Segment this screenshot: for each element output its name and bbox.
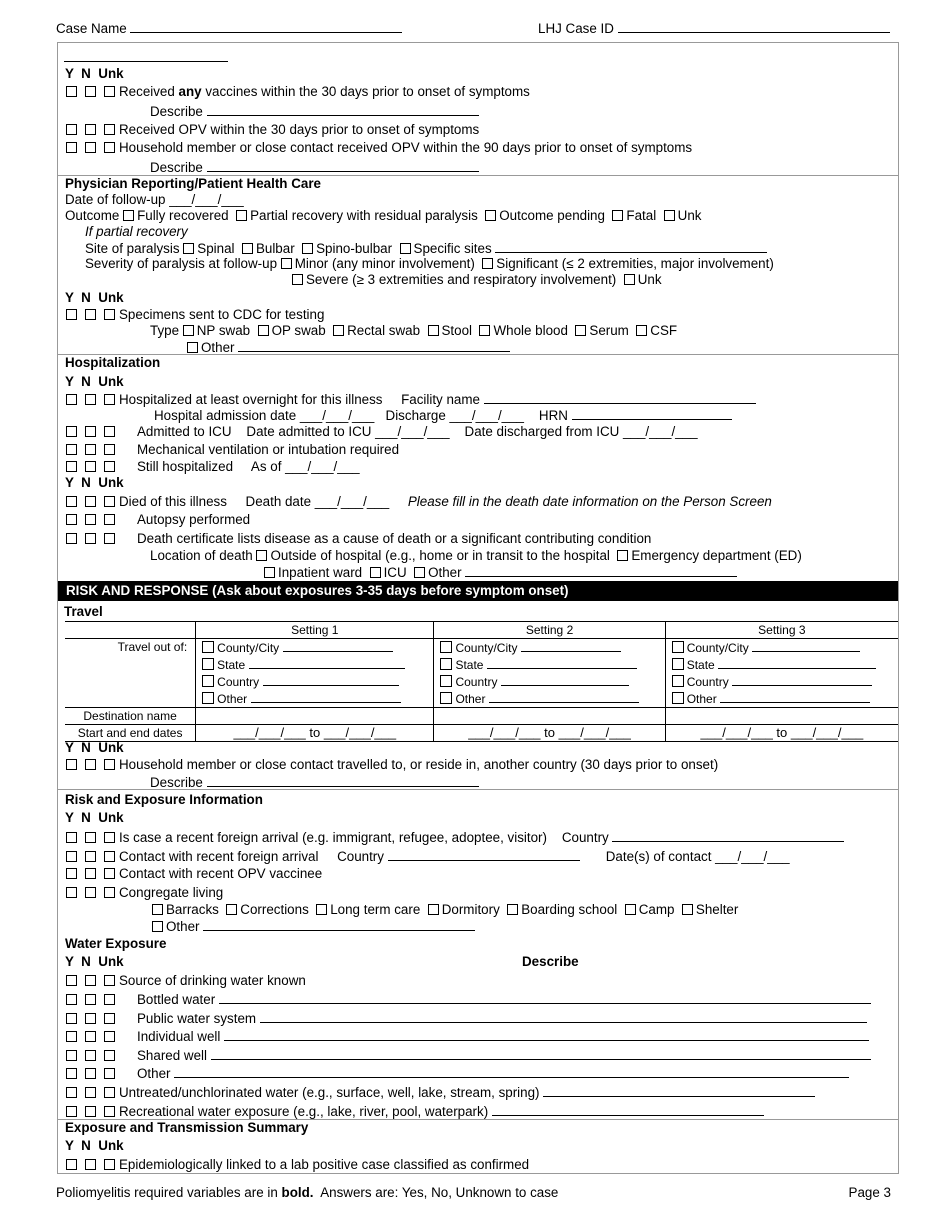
ynu-header: Y N Unk [65,954,124,969]
divider [58,354,898,355]
severity-row[interactable]: Severity of paralysis at follow-up Minor (any minor involvement) Significant (≤ 2 extremities, major involvement) [85,256,774,271]
page-header [56,20,892,40]
travel-table [65,621,898,742]
admission-row[interactable]: Hospital admission date ___/___/___ Discharge ___/___/___ HRN [154,407,732,423]
physician-title: Physician Reporting/Patient Health Care [65,176,321,191]
death-location-row[interactable]: Location of death Outside of hospital (e.g., home or in transit to the hospital Emergency department (ED) [150,548,802,563]
exposure-title: Risk and Exposure Information [65,792,263,807]
public-water-row[interactable]: Public water system [66,1010,867,1026]
summary-title: Exposure and Transmission Summary [65,1120,309,1135]
death-location-row-2[interactable]: Inpatient ward ICU Other [264,564,737,580]
household-travel-describe[interactable]: Describe [150,774,479,790]
ynu-header: Y N Unk [65,810,124,825]
page-number: Page 3 [848,1185,891,1200]
setting-2-header: Setting 2 [434,622,665,639]
autopsy-row[interactable]: Autopsy performed [66,512,250,527]
untreated-water-row[interactable]: Untreated/unchlorinated water (e.g., surface, well, lake, stream, spring) [66,1084,815,1100]
still-hosp-row[interactable]: Still hospitalized As of ___/___/___ [66,459,360,474]
dates-1[interactable]: ___/___/___ to ___/___/___ [196,725,434,742]
risk-response-band: RISK AND RESPONSE (Ask about exposures 3-35 days before symptom onset) [58,581,898,601]
congregate-other[interactable]: Other [152,918,475,934]
setting-3-header: Setting 3 [665,622,898,639]
specimens-row[interactable]: Specimens sent to CDC for testing [66,307,324,322]
form-frame [57,42,899,1174]
household-travel-row[interactable]: Household member or close contact travelled to, or reside in, another country (30 days prior to onset) [66,757,718,772]
died-row[interactable]: Died of this illness Death date ___/___/___ Please fill in the death date information on the Person Screen [66,494,772,509]
hospitalized-row[interactable]: Hospitalized at least overnight for this illness Facility name [66,391,756,407]
lhj-case-id-field[interactable]: LHJ Case ID [538,20,890,36]
dates-label: Start and end dates [65,725,196,742]
shared-well-row[interactable]: Shared well [66,1047,871,1063]
dates-2[interactable]: ___/___/___ to ___/___/___ [434,725,665,742]
case-name-field[interactable]: Case Name [56,20,402,36]
setting-1-places[interactable]: County/City State Country Other [196,639,434,708]
congregate-row[interactable]: Congregate living [66,885,223,900]
specimen-type-row[interactable]: Type NP swab OP swab Rectal swab Stool Whole blood Serum CSF [150,323,678,338]
footer-note: Poliomyelitis required variables are in bold. Answers are: Yes, No, Unknown to case [56,1185,559,1200]
outcome-row[interactable]: Outcome Fully recovered Partial recovery with residual paralysis Outcome pending Fatal Unk [65,208,702,223]
icu-row[interactable]: Admitted to ICU Date admitted to ICU ___/___/___ Date discharged from ICU ___/___/___ [66,424,698,439]
followup-date[interactable]: Date of follow-up ___/___/___ [65,192,244,207]
water-describe-header: Describe [522,954,579,969]
ynu-header: Y N Unk [65,475,124,490]
epi-linked-row[interactable]: Epidemiologically linked to a lab positive case classified as confirmed [66,1157,529,1172]
vaccine-any-row[interactable]: Received any vaccines within the 30 days prior to onset of symptoms [66,84,530,99]
opv-contact-row[interactable]: Contact with recent OPV vaccinee [66,866,322,881]
setting-2-places[interactable]: County/City State Country Other [434,639,665,708]
travel-title: Travel [64,604,103,619]
travel-out-label: Travel out of: [65,639,196,708]
foreign-contact-row[interactable]: Contact with recent foreign arrival Country Date(s) of contact ___/___/___ [66,848,790,864]
destination-2[interactable] [434,708,665,725]
severity-row-2[interactable]: Severe (≥ 3 extremities and respiratory involvement) Unk [292,272,662,287]
water-title: Water Exposure [65,936,167,951]
destination-3[interactable] [665,708,898,725]
household-opv-describe[interactable]: Describe [150,159,479,175]
recreational-water-row[interactable]: Recreational water exposure (e.g., lake, river, pool, waterpark) [66,1103,764,1119]
ynu-header: Y N Unk [65,740,124,755]
bottled-water-row[interactable]: Bottled water [66,991,871,1007]
ynu-header: Y N Unk [65,290,124,305]
ynu-header: Y N Unk [65,1138,124,1153]
destination-1[interactable] [196,708,434,725]
dates-3[interactable]: ___/___/___ to ___/___/___ [665,725,898,742]
ynu-header: Y N Unk [65,66,124,81]
vent-row[interactable]: Mechanical ventilation or intubation required [66,442,399,457]
death-cert-row[interactable]: Death certificate lists disease as a cause of death or a significant contributing condition [66,531,651,546]
opv-30-row[interactable]: Received OPV within the 30 days prior to onset of symptoms [66,122,479,137]
divider [58,789,898,790]
vaccine-describe[interactable]: Describe [150,103,479,119]
other-water-row[interactable]: Other [66,1065,849,1081]
specimen-other[interactable]: Other [187,339,510,355]
site-row[interactable]: Site of paralysis Spinal Bulbar Spino-bulbar Specific sites [85,240,767,256]
water-source-row[interactable]: Source of drinking water known [66,973,306,988]
setting-3-places[interactable]: County/City State Country Other [665,639,898,708]
continued-line [64,47,228,62]
ynu-header: Y N Unk [65,374,124,389]
hosp-title: Hospitalization [65,355,161,370]
setting-1-header: Setting 1 [196,622,434,639]
household-opv-row[interactable]: Household member or close contact received OPV within the 90 days prior to onset of symptoms [66,140,692,155]
individual-well-row[interactable]: Individual well [66,1028,869,1044]
congregate-opts[interactable]: Barracks Corrections Long term care Dormitory Boarding school Camp Shelter [152,902,738,917]
if-partial: If partial recovery [85,224,188,239]
foreign-arrival-row[interactable]: Is case a recent foreign arrival (e.g. immigrant, refugee, adoptee, visitor) Country [66,829,844,845]
destination-label: Destination name [65,708,196,725]
